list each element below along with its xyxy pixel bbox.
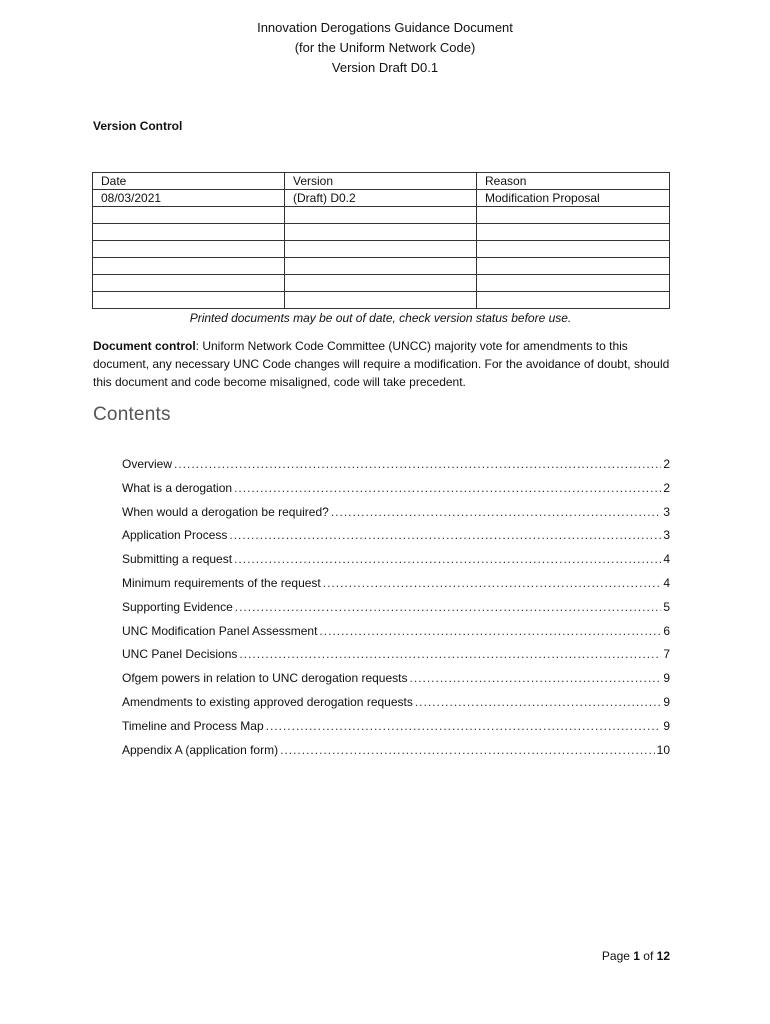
toc-entry-page[interactable]: 4 bbox=[663, 575, 670, 590]
toc-entry[interactable] bbox=[122, 528, 670, 552]
header-title: Innovation Derogations Guidance Document bbox=[257, 20, 513, 35]
table-cell bbox=[93, 275, 285, 292]
toc-leader-dots bbox=[266, 719, 662, 733]
table-cell bbox=[477, 241, 670, 258]
toc-entry-page[interactable]: 6 bbox=[663, 623, 670, 638]
table-cell bbox=[285, 224, 477, 241]
table-cell bbox=[93, 207, 285, 224]
toc-leader-dots bbox=[415, 695, 661, 709]
toc-entry-title[interactable]: UNC Panel Decisions bbox=[122, 647, 238, 662]
toc-entry-page[interactable]: 10 bbox=[656, 742, 670, 757]
toc-entry-title[interactable]: Supporting Evidence bbox=[122, 599, 233, 614]
table-cell: 08/03/2021 bbox=[93, 190, 285, 207]
page-of: of bbox=[639, 949, 657, 963]
toc-entry-title[interactable]: What is a derogation bbox=[122, 480, 233, 495]
toc-entry-page[interactable]: 9 bbox=[663, 694, 670, 709]
table-row bbox=[93, 275, 670, 292]
toc-entry-title[interactable]: Submitting a request bbox=[122, 552, 233, 567]
table-cell bbox=[285, 292, 477, 309]
document-control-paragraph bbox=[93, 337, 673, 391]
toc-entry-page[interactable]: 9 bbox=[663, 671, 670, 686]
table-row bbox=[93, 190, 670, 207]
toc-leader-dots bbox=[234, 552, 661, 566]
header-subtitle: (for the Uniform Network Code) bbox=[294, 40, 476, 55]
document-header bbox=[0, 18, 770, 78]
table-row bbox=[93, 241, 670, 258]
table-cell bbox=[477, 292, 670, 309]
toc-entry[interactable] bbox=[122, 624, 670, 648]
page-number bbox=[602, 949, 670, 963]
current-page: 1 bbox=[633, 949, 640, 963]
table-cell bbox=[93, 241, 285, 258]
toc-leader-dots bbox=[234, 481, 661, 495]
toc-entry[interactable] bbox=[122, 743, 670, 767]
table-row bbox=[93, 292, 670, 309]
toc-leader-dots bbox=[174, 457, 661, 471]
table-cell bbox=[477, 258, 670, 275]
toc-entry[interactable] bbox=[122, 600, 670, 624]
toc-leader-dots bbox=[235, 600, 662, 614]
table-row bbox=[93, 207, 670, 224]
table-cell bbox=[285, 258, 477, 275]
toc-entry-page[interactable]: 3 bbox=[663, 504, 670, 519]
table-cell bbox=[477, 207, 670, 224]
toc-leader-dots bbox=[409, 671, 661, 685]
toc-entry-title[interactable]: When would a derogation be required? bbox=[122, 504, 329, 519]
table-row bbox=[93, 258, 670, 275]
table-header-row bbox=[93, 173, 670, 190]
table-cell bbox=[477, 275, 670, 292]
toc-entry-page[interactable]: 2 bbox=[663, 457, 670, 471]
table-cell bbox=[93, 224, 285, 241]
toc-entry-title[interactable]: Overview bbox=[122, 457, 173, 471]
toc-leader-dots bbox=[239, 647, 661, 661]
toc-entry-page[interactable]: 4 bbox=[663, 552, 670, 567]
document-control-text: : Uniform Network Code Committee (UNCC) majority vote for amendments to this document, any necessary UNC Code changes will require a modification. For the avoidance of doubt, should this document and code become misaligned, code will take precedent. bbox=[93, 339, 670, 389]
total-pages: 12 bbox=[656, 949, 670, 963]
table-cell: Modification Proposal bbox=[477, 190, 670, 207]
version-control-label: Version Control bbox=[93, 119, 183, 133]
toc-entry-title[interactable]: Application Process bbox=[122, 528, 228, 543]
table-cell bbox=[285, 207, 477, 224]
toc-entry[interactable] bbox=[122, 671, 670, 695]
toc-entry-page[interactable]: 7 bbox=[663, 647, 670, 662]
toc-entry-page[interactable]: 5 bbox=[663, 599, 670, 614]
toc-entry[interactable] bbox=[122, 481, 670, 505]
table-cell bbox=[477, 224, 670, 241]
table-cell bbox=[93, 258, 285, 275]
toc-leader-dots bbox=[229, 528, 661, 542]
page-prefix: Page bbox=[601, 949, 634, 963]
toc-entry-page[interactable]: 3 bbox=[663, 528, 670, 543]
toc-entry[interactable] bbox=[122, 552, 670, 576]
column-header-reason: Reason bbox=[477, 173, 670, 190]
column-header-version: Version bbox=[285, 173, 477, 190]
toc-entry-title[interactable]: Appendix A (application form) bbox=[122, 742, 279, 757]
contents-heading: Contents bbox=[93, 404, 171, 425]
toc-entry[interactable] bbox=[122, 719, 670, 743]
toc-leader-dots bbox=[323, 576, 662, 590]
toc-entry[interactable] bbox=[122, 647, 670, 671]
table-cell bbox=[285, 241, 477, 258]
table-cell bbox=[285, 275, 477, 292]
document-control-label: Document control bbox=[93, 339, 196, 353]
toc-entry-title[interactable]: UNC Modification Panel Assessment bbox=[122, 623, 318, 638]
table-row bbox=[93, 224, 670, 241]
toc-entry-title[interactable]: Minimum requirements of the request bbox=[122, 575, 321, 590]
header-version: Version Draft D0.1 bbox=[331, 60, 439, 75]
toc-entry[interactable] bbox=[122, 457, 670, 481]
toc-entry-title[interactable]: Timeline and Process Map bbox=[122, 718, 264, 733]
toc-entry[interactable] bbox=[122, 576, 670, 600]
print-warning-note: Printed documents may be out of date, check version status before use. bbox=[189, 311, 572, 325]
toc-leader-dots bbox=[319, 624, 661, 638]
version-control-table bbox=[92, 172, 670, 309]
toc-entry[interactable] bbox=[122, 695, 670, 719]
toc-entry-title[interactable]: Ofgem powers in relation to UNC derogation requests bbox=[122, 671, 408, 686]
table-of-contents bbox=[122, 457, 670, 766]
toc-entry-page[interactable]: 9 bbox=[663, 718, 670, 733]
column-header-date: Date bbox=[93, 173, 285, 190]
toc-entry-title[interactable]: Amendments to existing approved derogation requests bbox=[122, 694, 413, 709]
toc-entry-page[interactable]: 2 bbox=[663, 480, 670, 495]
table-cell bbox=[93, 292, 285, 309]
toc-leader-dots bbox=[280, 743, 655, 757]
table-cell: (Draft) D0.2 bbox=[285, 190, 477, 207]
toc-leader-dots bbox=[331, 505, 662, 519]
toc-entry[interactable] bbox=[122, 505, 670, 529]
